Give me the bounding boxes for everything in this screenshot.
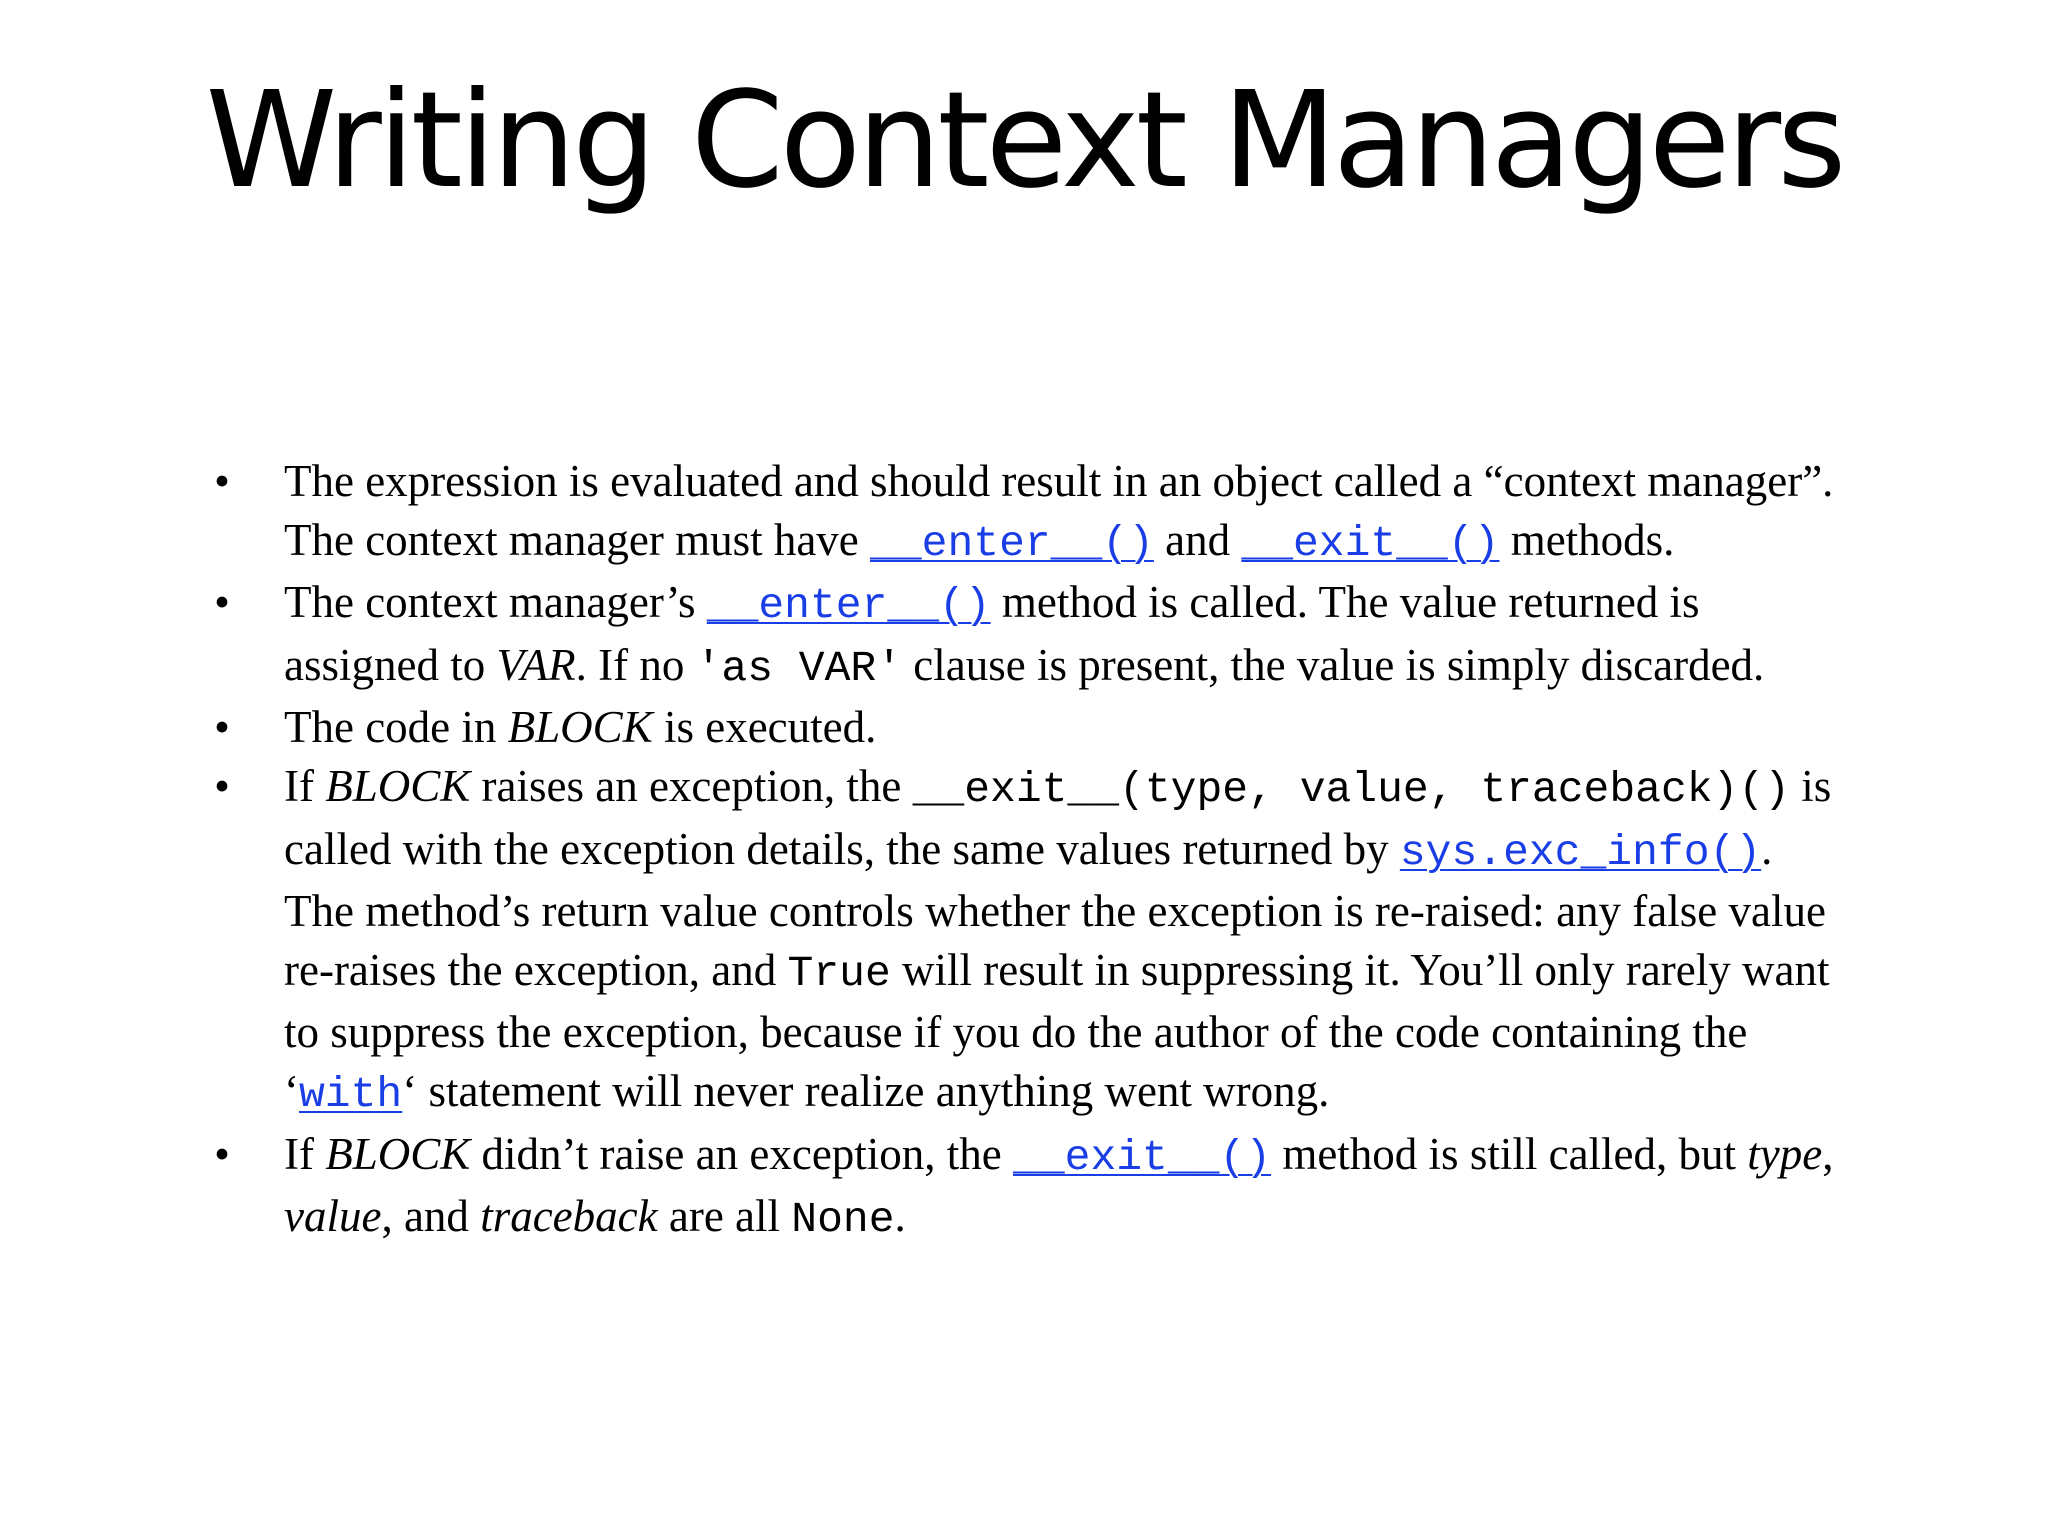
exit-signature-code: __exit__(type, value, traceback)() (912, 764, 1790, 814)
block-term: BLOCK (325, 1128, 471, 1179)
block-term: BLOCK (325, 760, 471, 811)
bullet-text: raises an exception, the (470, 760, 913, 811)
bullet-item-no-exception (207, 1125, 1847, 1250)
true-code: True (787, 948, 891, 998)
bullet-text: . (894, 1191, 906, 1242)
bullet-text: didn’t raise an exception, the (470, 1128, 1014, 1179)
bullet-text: If (284, 760, 326, 811)
type-term: type (1747, 1128, 1823, 1179)
var-term: VAR (496, 639, 576, 690)
bullet-item-block-executed (207, 698, 1847, 757)
bullet-text: , (1822, 1128, 1834, 1179)
with-statement-link[interactable]: with (299, 1069, 403, 1119)
bullet-text: method is called. The value returned is assigned to (284, 577, 1700, 690)
bullet-list (207, 452, 1847, 1250)
bullet-icon: • (214, 1128, 230, 1179)
bullet-text: clause is present, the value is simply discarded. (902, 639, 1765, 690)
enter-method-link[interactable]: __enter__() (706, 581, 991, 631)
bullet-text: If (284, 1128, 326, 1179)
bullet-text: is called with the exception details, the same values returned by (284, 760, 1832, 874)
enter-method-link[interactable]: __enter__() (870, 518, 1154, 568)
slide-title: Writing Context Managers (205, 64, 1843, 218)
none-code: None (791, 1195, 895, 1245)
bullet-text: . The method’s return value controls whether the exception is re-raised: any false value re-raises the exception, and (284, 823, 1826, 995)
bullet-icon: • (214, 456, 230, 506)
bullet-icon: • (214, 702, 230, 753)
bullet-text: and (1153, 514, 1242, 565)
bullet-text: The context manager’s (284, 577, 707, 628)
bullet-icon: • (214, 577, 230, 628)
exit-method-link[interactable]: __exit__() (1013, 1132, 1272, 1182)
bullet-item-exception-raised (207, 757, 1847, 1125)
value-term: value (284, 1191, 382, 1242)
block-term: BLOCK (507, 702, 653, 753)
bullet-text: The expression is evaluated and should result in an object called a “context manager”. The context manager must have (284, 456, 1834, 565)
bullet-text: method is still called, but (1271, 1128, 1748, 1179)
bullet-text: is executed. (652, 702, 877, 753)
bullet-text: methods. (1499, 514, 1675, 565)
sys-exc-info-link[interactable]: sys.exc_info() (1399, 827, 1762, 877)
bullet-item-enter-called (207, 573, 1847, 698)
bullet-icon: • (214, 760, 230, 811)
exit-method-link[interactable]: __exit__() (1241, 518, 1500, 568)
bullet-text: ‘ statement will never realize anything went wrong. (402, 1065, 1330, 1116)
bullet-text: will result in suppressing it. You’ll only rarely want to suppress the exception, because if you do the author of the code containing the ‘ (284, 944, 1830, 1116)
bullet-item-context-manager (207, 452, 1847, 573)
traceback-term: traceback (480, 1191, 658, 1242)
bullet-text: The code in (284, 702, 508, 753)
bullet-text: . If no (575, 639, 696, 690)
bullet-text: are all (657, 1191, 792, 1242)
as-var-code: 'as VAR' (695, 643, 903, 693)
bullet-text: , and (381, 1191, 481, 1242)
